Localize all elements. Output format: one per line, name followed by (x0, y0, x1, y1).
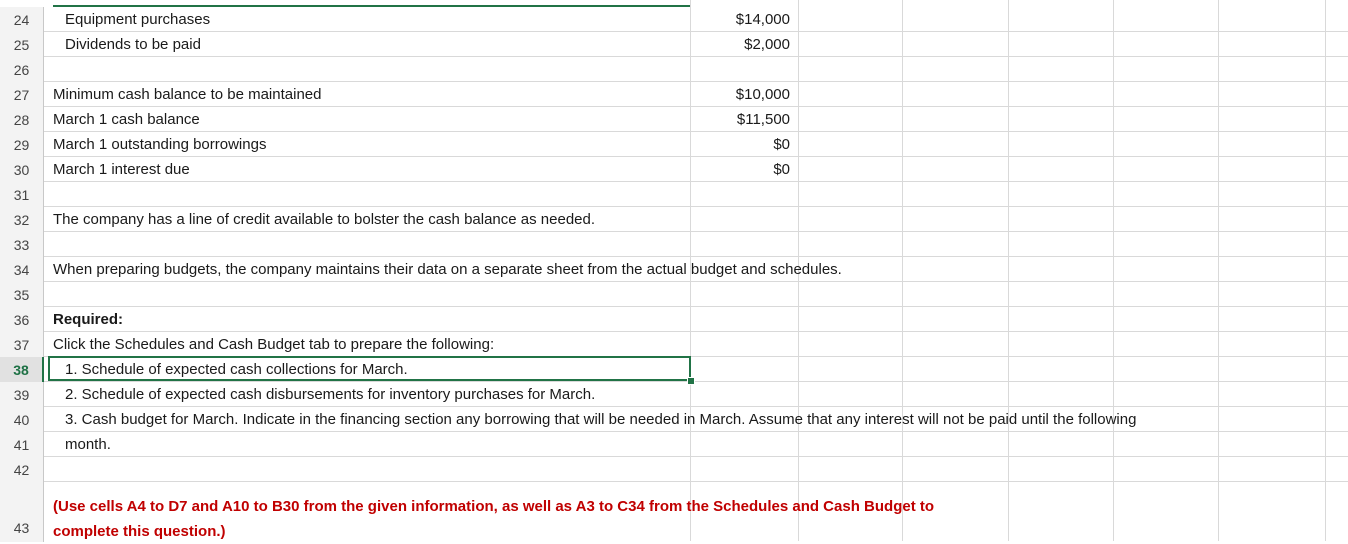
row-header[interactable]: 30 (0, 157, 44, 182)
label-cell[interactable]: When preparing budgets, the company maintains their data on a separate sheet from the actual budget and schedules. (53, 261, 842, 278)
value-cell[interactable]: $0 (773, 136, 790, 153)
label-cell[interactable]: March 1 interest due (53, 161, 190, 178)
label-cell[interactable]: Dividends to be paid (65, 36, 201, 53)
row-header[interactable]: 29 (0, 132, 44, 157)
row-header[interactable]: 26 (0, 57, 44, 82)
row-header[interactable]: 34 (0, 257, 44, 282)
row-header[interactable]: 24 (0, 7, 44, 32)
row-header[interactable]: 36 (0, 307, 44, 332)
row-header[interactable]: 32 (0, 207, 44, 232)
label-cell[interactable]: Equipment purchases (65, 11, 211, 28)
row-gridline (44, 306, 1348, 307)
label-cell[interactable]: 1. Schedule of expected cash collections for March. (65, 361, 408, 378)
value-cell[interactable]: $14,000 (735, 11, 790, 28)
label-cell[interactable]: month. (65, 436, 111, 453)
row-header[interactable]: 25 (0, 32, 44, 57)
row-gridline (44, 481, 1348, 482)
row-header[interactable]: 40 (0, 407, 44, 432)
row-header[interactable]: 35 (0, 282, 44, 307)
label-cell[interactable]: The company has a line of credit available to bolster the cash balance as needed. (53, 211, 596, 228)
label-cell[interactable]: March 1 outstanding borrowings (53, 136, 267, 153)
instruction-note-line1[interactable]: (Use cells A4 to D7 and A10 to B30 from the given information, as well as A3 to C34 from the Schedules and Cash Budget to (53, 498, 935, 515)
label-cell[interactable]: 2. Schedule of expected cash disbursements for inventory purchases for March. (65, 386, 596, 403)
label-cell[interactable]: Click the Schedules and Cash Budget tab to prepare the following: (53, 336, 495, 353)
value-cell[interactable]: $10,000 (735, 86, 790, 103)
value-cell[interactable]: $0 (773, 161, 790, 178)
label-cell[interactable]: Minimum cash balance to be maintained (53, 86, 322, 103)
label-cell[interactable]: Required: (53, 311, 124, 328)
row-header[interactable]: 37 (0, 332, 44, 357)
row-header[interactable]: 42 (0, 457, 44, 482)
row-header[interactable]: 43 (0, 482, 44, 542)
row-header[interactable]: 28 (0, 107, 44, 132)
value-cell[interactable]: $2,000 (744, 36, 790, 53)
row-header[interactable]: 27 (0, 82, 44, 107)
label-cell[interactable]: March 1 cash balance (53, 111, 200, 128)
active-cell-selection[interactable] (48, 356, 691, 381)
row-header[interactable]: 39 (0, 382, 44, 407)
row-header[interactable]: 38 (0, 357, 44, 382)
row-gridline (44, 456, 1348, 457)
label-cell[interactable]: 3. Cash budget for March. Indicate in the financing section any borrowing that will be needed in March. Assume that any interest will not be paid until the following (65, 411, 1137, 428)
value-cell[interactable]: $11,500 (736, 111, 790, 128)
row-header[interactable]: 33 (0, 232, 44, 257)
row-header[interactable]: 41 (0, 432, 44, 457)
fill-handle[interactable] (687, 377, 695, 385)
instruction-note-line2[interactable]: complete this question.) (53, 523, 226, 540)
row-header[interactable]: 31 (0, 182, 44, 207)
